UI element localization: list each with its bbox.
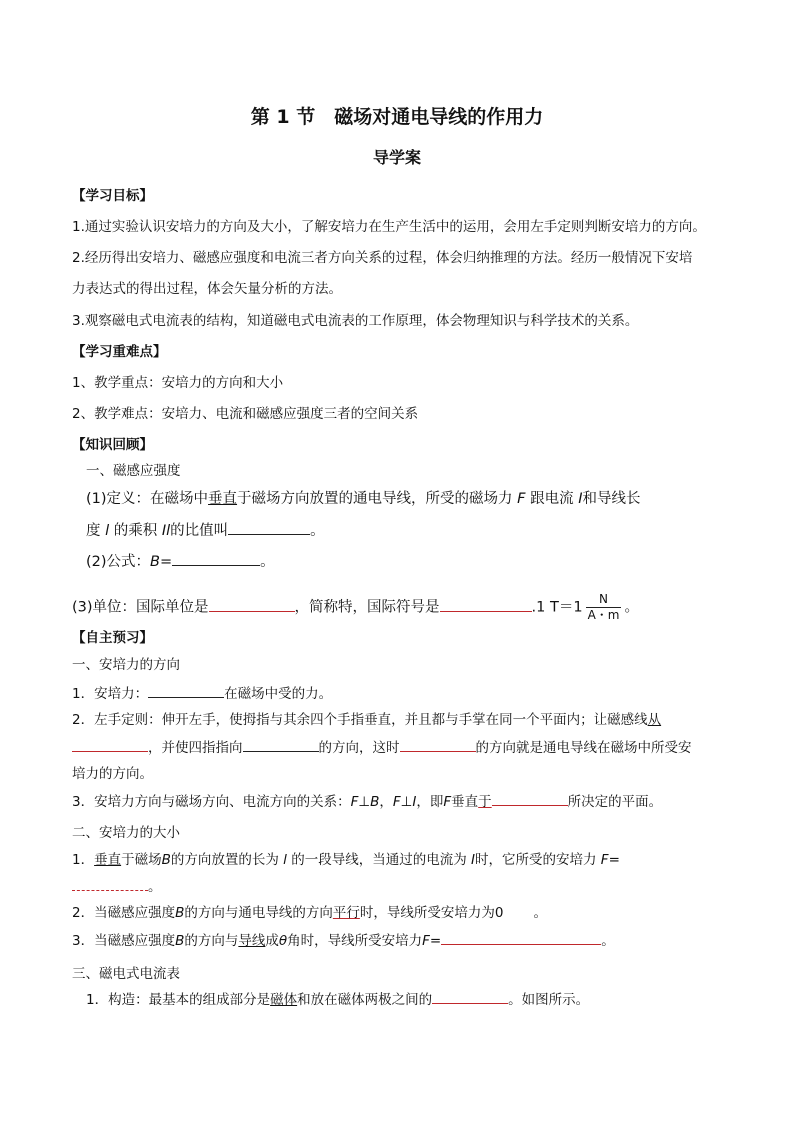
preview-subsection-title: 二、安培力的大小 (72, 825, 180, 841)
section-heading-key-points: 【学习重难点】 (72, 344, 167, 360)
answer-blank[interactable] (148, 683, 224, 698)
goal-item: 3.观察磁电式电流表的结构，知道磁电式电流表的工作原理，体会物理知识与科学技术的关系。 (72, 313, 639, 329)
answer-blank[interactable] (400, 737, 476, 752)
page-subtitle: 导学案 (372, 148, 421, 167)
review-subsection-title: 一、磁感应强度 (86, 463, 181, 479)
answer-blank[interactable] (243, 737, 319, 752)
section-heading-goals: 【学习目标】 (72, 188, 153, 204)
preview-item: 。 (72, 876, 162, 897)
key-point-item: 1、教学重点：安培力的方向和大小 (72, 375, 284, 391)
goal-item: 力表达式的得出过程，体会矢量分析的方法。 (72, 281, 342, 297)
answer-blank[interactable] (440, 597, 532, 612)
goal-item: 2.经历得出安培力、磁感应强度和电流三者方向关系的过程，体会归纳推理的方法。经历一般情况下安培 (72, 250, 693, 266)
answer-blank[interactable] (72, 876, 148, 891)
answer-blank[interactable] (172, 551, 260, 566)
preview-subsection-title: 三、磁电式电流表 (72, 966, 180, 982)
goal-item: 1.通过实验认识安培力的方向及大小，了解安培力在生产生活中的运用，会用左手定则判断安培力的方向。 (72, 219, 706, 235)
answer-blank[interactable] (492, 791, 568, 806)
preview-item: 1．安培力： 在磁场中受的力。 (72, 683, 332, 704)
unit-fraction: $\frac{N}{A・m}$ (587, 592, 620, 622)
unit-line: (3)单位：国际单位是 ，简称特，国际符号是 .1 T＝1 $\frac{N}{A・m}$ 。 (72, 592, 639, 622)
preview-item: 2．当磁感应强度B的方向与通电导线的方向平行时，导线所受安培力为0 。 (72, 905, 547, 921)
preview-item: 3．安培力方向与磁场方向、电流方向的关系：F⊥B，F⊥I，即F垂直于 所决定的平面。 (72, 791, 662, 812)
preview-item: 1．垂直于磁场B的方向放置的长为 l 的一段导线，当通过的电流为 I时，它所受的安培力 F= (72, 852, 620, 868)
preview-subsection-title: 一、安培力的方向 (72, 657, 180, 673)
answer-blank[interactable] (432, 989, 508, 1004)
definition-line-2: 度 l 的乘积 Il的比值叫 。 (86, 520, 325, 541)
answer-blank[interactable] (228, 520, 310, 535)
formula-line: (2)公式：B= 。 (86, 551, 275, 572)
page-title: 第 1 节 磁场对通电导线的作用力 (250, 106, 544, 128)
key-point-item: 2、教学难点：安培力、电流和磁感应强度三者的空间关系 (72, 406, 419, 422)
preview-item: 1．构造：最基本的组成部分是磁体和放在磁体两极之间的 。如图所示。 (86, 989, 589, 1010)
preview-item: ，并使四指指向 的方向，这时 的方向就是通电导线在磁场中所受安 (72, 737, 692, 758)
section-heading-review: 【知识回顾】 (72, 437, 153, 453)
preview-item: 培力的方向。 (72, 766, 153, 782)
preview-item: 2．左手定则：伸开左手，使拇指与其余四个手指垂直，并且都与手掌在同一个平面内；让磁感线从 (72, 712, 662, 728)
answer-blank[interactable] (441, 930, 601, 945)
answer-blank[interactable] (72, 737, 148, 752)
definition-line-1: (1)定义：在磁场中垂直于磁场方向放置的通电导线，所受的磁场力 F 跟电流 I和导线长 (86, 491, 641, 507)
preview-item: 3．当磁感应强度B的方向与导线成θ角时，导线所受安培力F= 。 (72, 930, 615, 951)
section-heading-preview: 【自主预习】 (72, 630, 153, 646)
answer-blank[interactable] (209, 597, 295, 612)
